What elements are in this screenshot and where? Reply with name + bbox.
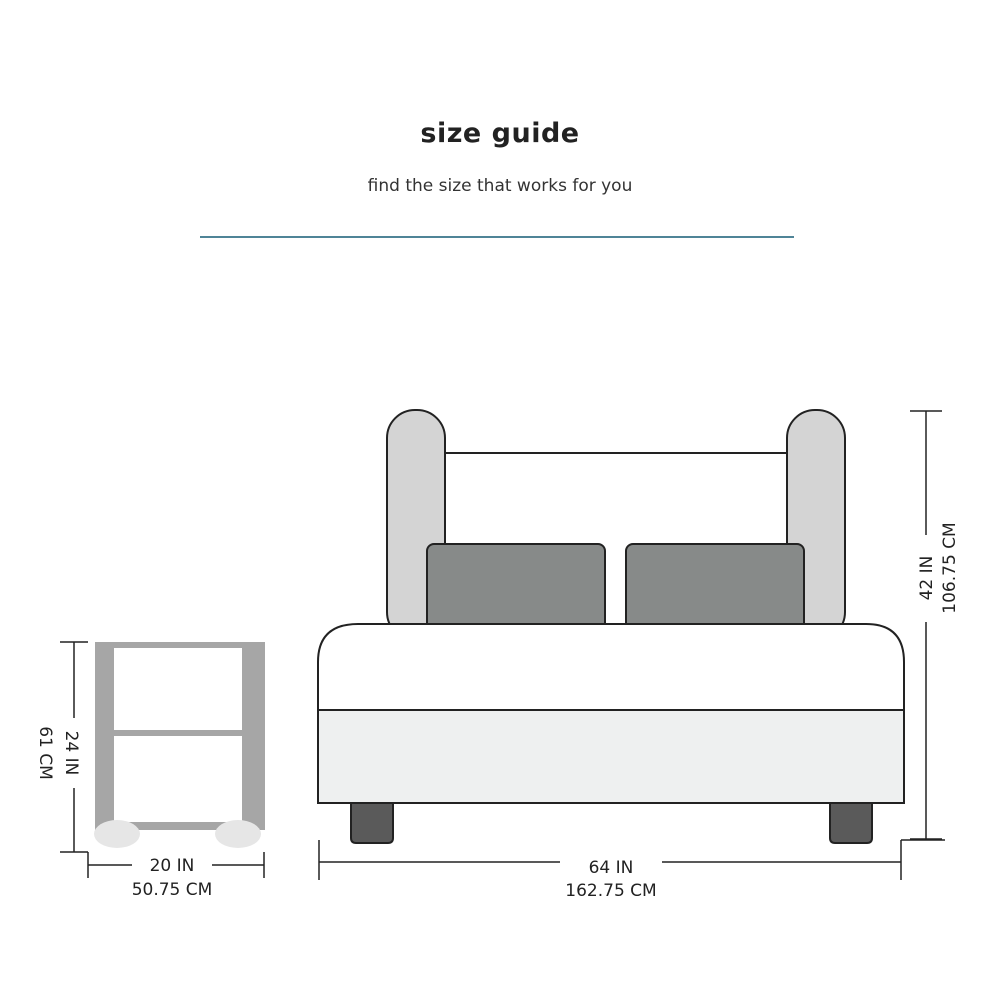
bed-base (318, 710, 904, 803)
nightstand-height-in-label: 24 IN (61, 730, 81, 776)
nightstand-illustration (94, 642, 265, 848)
pillow-left (427, 544, 605, 630)
nightstand-width-cm-label: 50.75 CM (131, 880, 213, 900)
bed-leg-left (351, 803, 393, 843)
bed-mattress (318, 624, 904, 710)
bed-height-cm-label: 106.75 CM (940, 522, 960, 614)
bed-height-in-label: 42 IN (917, 555, 937, 601)
bed-width-cm-label: 162.75 CM (565, 881, 657, 901)
nightstand-shelf-lower (114, 736, 242, 822)
nightstand-shelf-upper (114, 648, 242, 730)
page-subtitle: find the size that works for you (367, 176, 633, 196)
bed-height-dimension (910, 411, 942, 839)
bed-illustration (318, 410, 904, 843)
nightstand-caster-left (94, 820, 140, 848)
bed-width-in-label: 64 IN (588, 858, 634, 878)
nightstand-height-cm-label: 61 CM (35, 726, 55, 780)
nightstand-caster-right (215, 820, 261, 848)
page-title: size guide (420, 118, 580, 149)
bed-leg-right (830, 803, 872, 843)
pillow-right (626, 544, 804, 630)
nightstand-width-in-label: 20 IN (149, 856, 195, 876)
